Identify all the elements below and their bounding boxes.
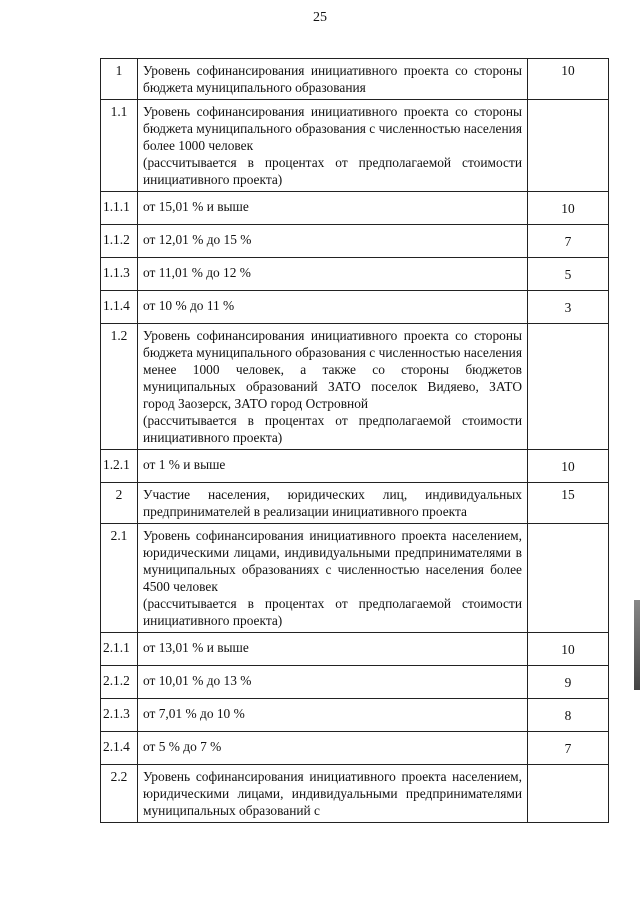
table-row	[101, 324, 609, 450]
criterion-description	[138, 666, 528, 699]
table-row	[101, 732, 609, 765]
row-number: 2.1.4	[101, 732, 138, 765]
score-cell: 8	[528, 699, 609, 732]
score-cell	[528, 100, 609, 192]
score-cell: 10	[528, 59, 609, 100]
criterion-description	[138, 258, 528, 291]
row-number: 1.2.1	[101, 450, 138, 483]
criterion-description	[138, 483, 528, 524]
table-row	[101, 100, 609, 192]
description-paragraph: от 5 % до 7 %	[143, 739, 222, 754]
score-cell	[528, 765, 609, 823]
description-paragraph: Уровень софинансирования инициативного проекта населением, юридическими лицами, индивидуальными предпринимателями муниципальных образований с	[143, 769, 522, 818]
score-cell: 15	[528, 483, 609, 524]
row-number: 2.1	[101, 524, 138, 633]
table-row	[101, 192, 609, 225]
description-paragraph: от 15,01 % и выше	[143, 199, 249, 214]
description-paragraph: Уровень софинансирования инициативного проекта со стороны бюджета муниципального образования	[143, 63, 522, 95]
criterion-description	[138, 699, 528, 732]
table-row	[101, 524, 609, 633]
criterion-description	[138, 100, 528, 192]
row-number: 2.1.1	[101, 633, 138, 666]
description-paragraph: (рассчитывается в процентах от предполагаемой стоимости инициативного проекта)	[143, 596, 522, 628]
score-cell: 5	[528, 258, 609, 291]
row-number: 2	[101, 483, 138, 524]
criterion-description	[138, 324, 528, 450]
scan-edge-mark	[634, 600, 640, 690]
row-number: 1.1.4	[101, 291, 138, 324]
table-row	[101, 699, 609, 732]
criterion-description	[138, 291, 528, 324]
table-row	[101, 633, 609, 666]
description-paragraph: Уровень софинансирования инициативного проекта со стороны бюджета муниципального образования с численностью населения более 1000 человек	[143, 104, 522, 153]
criterion-description	[138, 732, 528, 765]
criterion-description	[138, 765, 528, 823]
row-number: 1.1.1	[101, 192, 138, 225]
row-number: 2.1.3	[101, 699, 138, 732]
description-paragraph: Уровень софинансирования инициативного проекта со стороны бюджета муниципального образования с численностью населения менее 1000 человек, а также со стороны бюджетов муниципальных образований ЗАТО поселок Видяево, ЗАТО город Заозерск, ЗАТО город Островной	[143, 328, 522, 411]
table-row	[101, 450, 609, 483]
row-number: 2.1.2	[101, 666, 138, 699]
criteria-table-body	[101, 59, 609, 823]
table-row	[101, 291, 609, 324]
table-row	[101, 765, 609, 823]
score-cell	[528, 324, 609, 450]
table-row	[101, 666, 609, 699]
criterion-description	[138, 225, 528, 258]
score-cell: 10	[528, 192, 609, 225]
description-paragraph: от 12,01 % до 15 %	[143, 232, 252, 247]
description-paragraph: (рассчитывается в процентах от предполагаемой стоимости инициативного проекта)	[143, 413, 522, 445]
row-number: 2.2	[101, 765, 138, 823]
score-cell: 9	[528, 666, 609, 699]
table-row	[101, 59, 609, 100]
row-number: 1.1.3	[101, 258, 138, 291]
score-cell: 10	[528, 450, 609, 483]
criteria-table	[100, 58, 609, 823]
score-cell	[528, 524, 609, 633]
page-number: 25	[313, 10, 327, 25]
description-paragraph: (рассчитывается в процентах от предполагаемой стоимости инициативного проекта)	[143, 155, 522, 187]
row-number: 1.1.2	[101, 225, 138, 258]
description-paragraph: от 7,01 % до 10 %	[143, 706, 245, 721]
description-paragraph: от 11,01 % до 12 %	[143, 265, 251, 280]
description-paragraph: Уровень софинансирования инициативного проекта населением, юридическими лицами, индивидуальными предпринимателями в муниципальных образованиях с численностью населения более 4500 человек	[143, 528, 522, 594]
description-paragraph: Участие населения, юридических лиц, индивидуальных предпринимателей в реализации инициативного проекта	[143, 487, 522, 519]
table-row	[101, 483, 609, 524]
score-cell: 7	[528, 225, 609, 258]
score-cell: 7	[528, 732, 609, 765]
criterion-description	[138, 524, 528, 633]
row-number: 1.2	[101, 324, 138, 450]
description-paragraph: от 13,01 % и выше	[143, 640, 249, 655]
criterion-description	[138, 633, 528, 666]
description-paragraph: от 10,01 % до 13 %	[143, 673, 252, 688]
description-paragraph: от 1 % и выше	[143, 457, 226, 472]
table-row	[101, 225, 609, 258]
score-cell: 10	[528, 633, 609, 666]
criterion-description	[138, 59, 528, 100]
criterion-description	[138, 192, 528, 225]
row-number: 1	[101, 59, 138, 100]
table-row	[101, 258, 609, 291]
criterion-description	[138, 450, 528, 483]
row-number: 1.1	[101, 100, 138, 192]
score-cell: 3	[528, 291, 609, 324]
description-paragraph: от 10 % до 11 %	[143, 298, 235, 313]
